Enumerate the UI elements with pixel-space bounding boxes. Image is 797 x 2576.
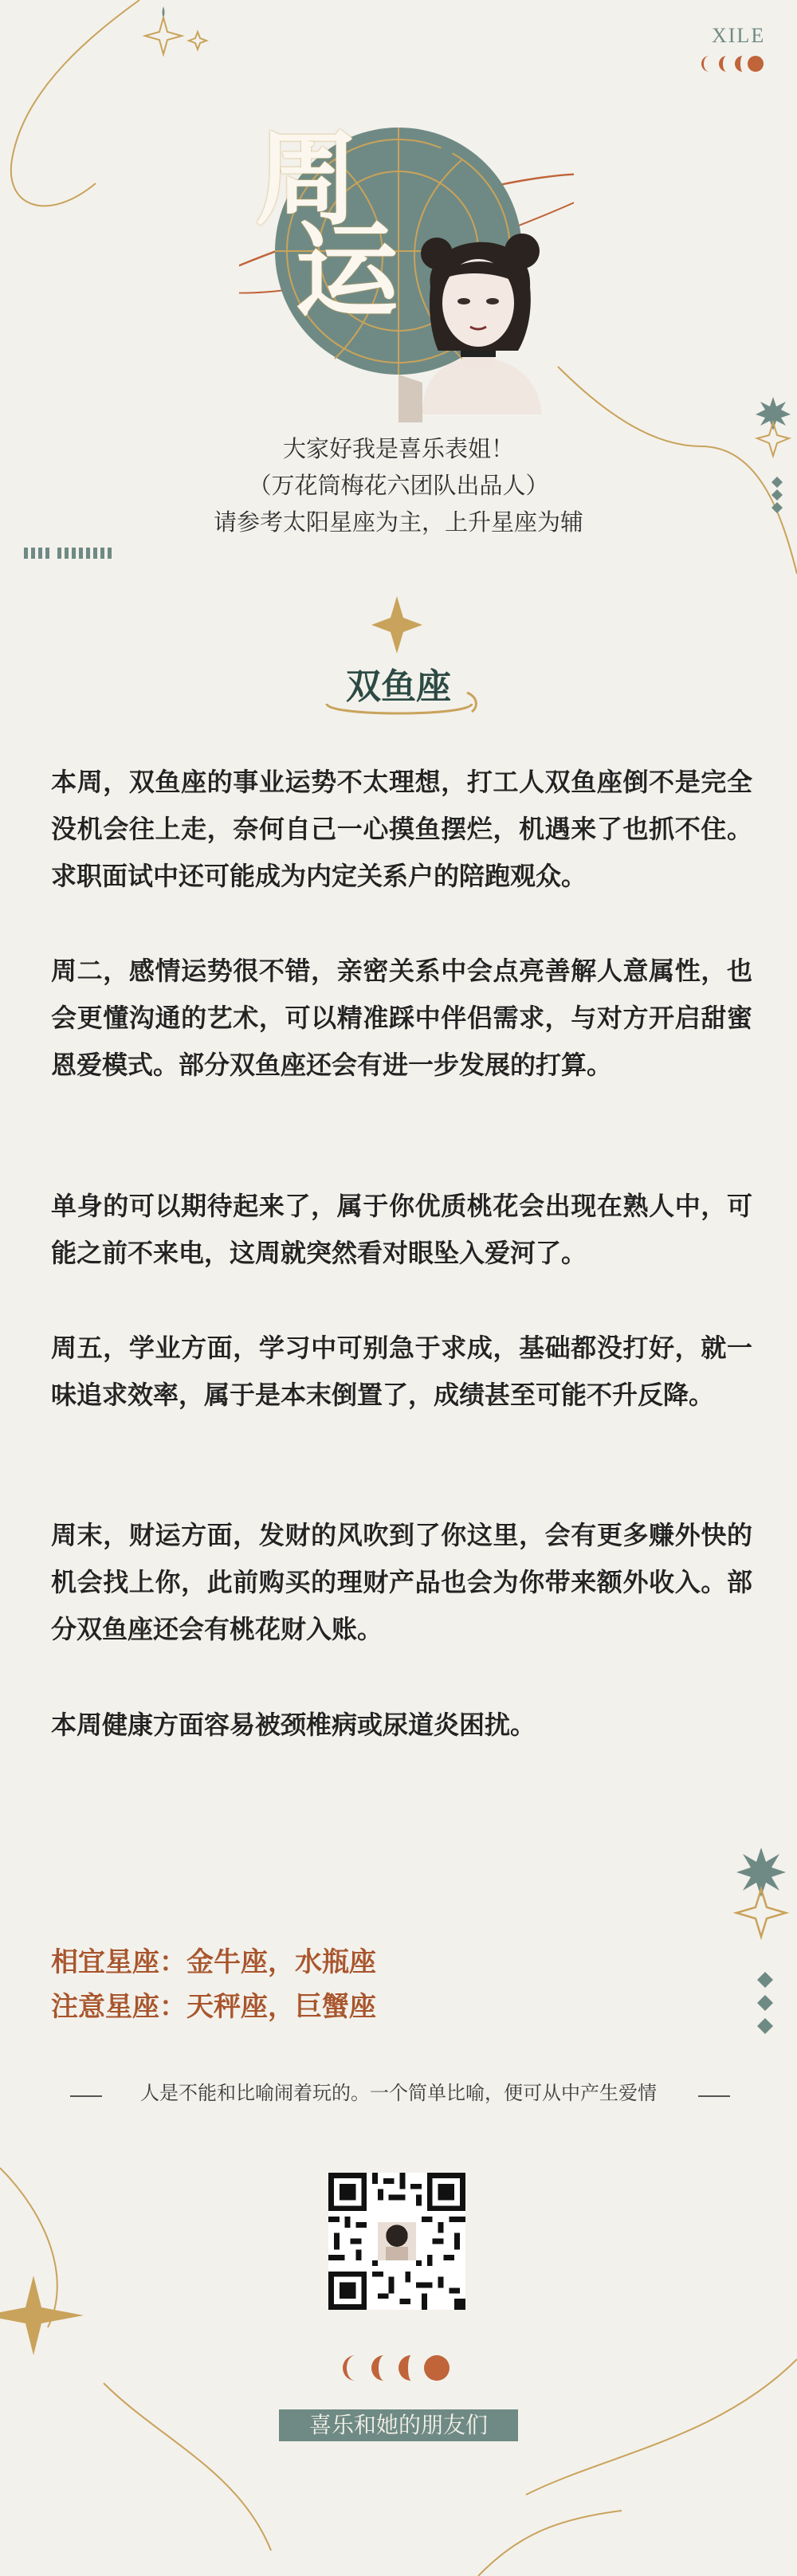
hero-title-bottom: 运: [295, 210, 399, 332]
qr-code[interactable]: [328, 2173, 465, 2310]
brand-logo: XILE: [712, 24, 766, 47]
intro-line-2: （万花筒梅花六团队出品人）: [248, 472, 549, 499]
paragraph-wealth: 周末，财运方面，发财的风吹到了你这里，会有更多赚外快的机会找上你，此前购买的理财产品也会为你带来额外收入。部分双鱼座还会有桃花财入账。: [51, 1520, 752, 1644]
lucky-signs: 相宜星座：金牛座，水瓶座: [51, 1946, 376, 1978]
intro-text: [0, 430, 797, 540]
moon-phase-icon: [341, 2354, 453, 2382]
paragraph-career: 本周，双鱼座的事业运势不太理想，打工人双鱼座倒不是完全没机会往上走，奈何自己一心摸鱼摆烂，机遇来了也抓不住。求职面试中还可能成为内定关系户的陪跑观众。: [51, 767, 752, 891]
caution-signs: 注意星座：天秤座，巨蟹座: [51, 1991, 376, 2023]
sparkle-icon: [371, 596, 422, 654]
star-icon: [736, 1848, 786, 1937]
avatar: [398, 215, 558, 422]
sign-title: 双鱼座: [346, 666, 451, 707]
diamond-icon: [757, 1972, 773, 2034]
footer-label: 喜乐和她的朋友们: [279, 2409, 518, 2441]
sign-heading: [319, 658, 478, 717]
intro-line-3: 请参考太阳星座为主，上升星座为辅: [213, 509, 583, 536]
hero-title-top: 周: [255, 118, 359, 240]
intro-line-1: 大家好我是喜乐表姐！: [282, 435, 514, 462]
paragraph-health: 本周健康方面容易被颈椎病或尿道炎困扰。: [51, 1710, 536, 1740]
paragraph-study: 周五，学业方面，学习中可别急于求成，基础都没打好，就一味追求效率，属于是本末倒置了，成绩甚至可能不升反降。: [51, 1333, 752, 1410]
hero-banner: [239, 120, 574, 422]
paragraph-single: 单身的可以期待起来了，属于你优质桃花会出现在熟人中，可能之前不来电，这周就突然看对眼坠入爱河了。: [51, 1191, 752, 1268]
quote-text: 人是不能和比喻闹着玩的。一个简单比喻，便可从中产生爱情: [140, 2082, 657, 2104]
barcode-icon: [24, 546, 120, 562]
sparkle-icon: [0, 2276, 84, 2355]
paragraph-love: 周二，感情运势很不错，亲密关系中会点亮善解人意属性，也会更懂沟通的艺术，可以精准踩中伴侣需求，与对方开启甜蜜恩爱模式。部分双鱼座还会有进一步发展的打算。: [51, 956, 752, 1080]
moon-phase-icon: [701, 54, 765, 73]
sparkle-icon: [145, 6, 206, 54]
